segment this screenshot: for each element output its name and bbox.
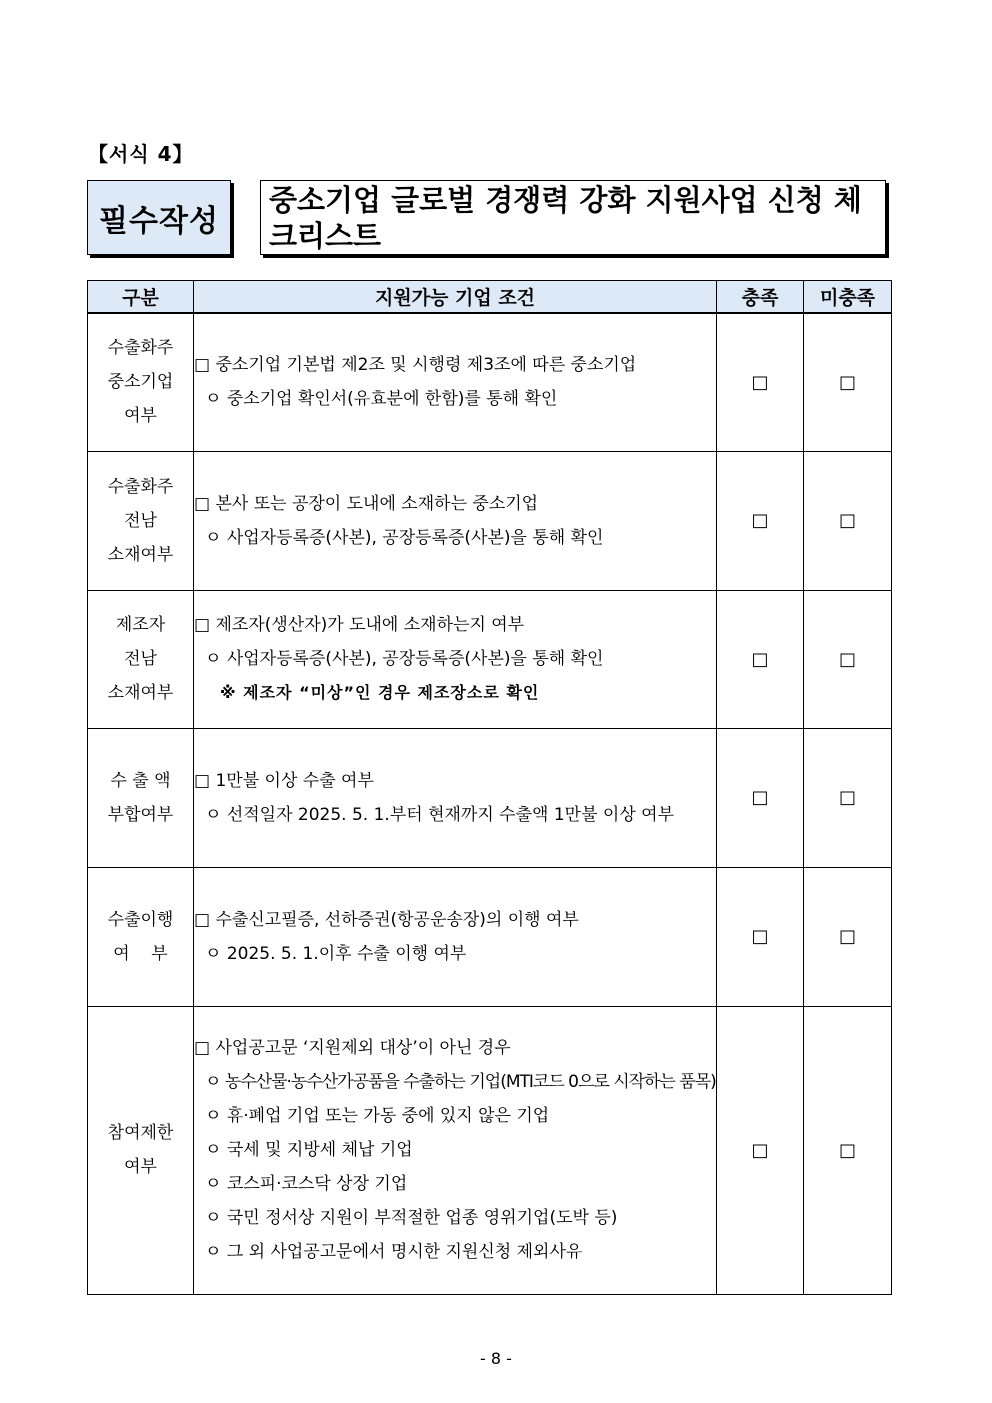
category-line: 소재여부	[107, 544, 174, 565]
header-condition: 지원가능 기업 조건	[194, 281, 717, 314]
condition-sub: ㅇ 휴·폐업 기업 또는 가동 중에 있지 않은 기업	[205, 1106, 550, 1126]
condition-sub: ㅇ 사업자등록증(사본), 공장등록증(사본)을 통해 확인	[205, 649, 604, 669]
row-category	[88, 1006, 194, 1294]
category-line: 수출화주	[107, 338, 174, 359]
meets-checkbox[interactable]: □	[717, 451, 804, 590]
not-meets-checkbox[interactable]: □	[804, 1006, 892, 1294]
category-line: 여 부	[113, 943, 168, 964]
row-condition	[194, 590, 717, 728]
header-meets: 충족	[717, 281, 804, 314]
condition-sub: ㅇ 코스피·코스닥 상장 기업	[205, 1174, 408, 1194]
row-condition	[194, 1006, 717, 1294]
row-condition	[194, 451, 717, 590]
table-row	[88, 867, 892, 1006]
condition-main: □ 본사 또는 공장이 도내에 소재하는 중소기업	[194, 493, 539, 514]
document-title-text: 중소기업 글로벌 경쟁력 강화 지원사업 신청 체크리스트	[269, 182, 862, 253]
category-line: 전남	[124, 510, 157, 531]
category-line: 소재여부	[107, 683, 174, 703]
meets-checkbox[interactable]: □	[717, 1006, 804, 1294]
meets-checkbox[interactable]: □	[717, 313, 804, 451]
condition-main: □ 제조자(생산자)가 도내에 소재하는지 여부	[194, 615, 525, 635]
form-number-label: 【서식 4】	[88, 142, 194, 166]
category-line: 제조자	[115, 615, 166, 635]
header-not-meets: 미충족	[804, 281, 892, 314]
condition-sub: ㅇ 사업자등록증(사본), 공장등록증(사본)을 통해 확인	[205, 527, 604, 548]
checklist-table	[87, 280, 892, 1295]
condition-main: □ 1만불 이상 수출 여부	[194, 770, 374, 791]
row-condition	[194, 867, 717, 1006]
condition-main: □ 사업공고문 ‘지원제외 대상’이 아닌 경우	[194, 1038, 511, 1058]
required-badge: 필수작성	[87, 180, 231, 255]
condition-main: □ 중소기업 기본법 제2조 및 시행령 제3조에 따른 중소기업	[194, 355, 637, 376]
not-meets-checkbox[interactable]: □	[804, 590, 892, 728]
category-line: 여부	[124, 1157, 157, 1177]
category-line: 전남	[124, 649, 157, 669]
category-line: 중소기업	[107, 372, 174, 393]
condition-sub: ㅇ 국세 및 지방세 체납 기업	[205, 1140, 413, 1160]
condition-main: □ 수출신고필증, 선하증권(항공운송장)의 이행 여부	[194, 909, 579, 930]
row-condition	[194, 728, 717, 867]
table-header-row	[88, 281, 892, 314]
document-title	[260, 180, 886, 255]
table-row	[88, 451, 892, 590]
page-number: - 8 -	[480, 1349, 512, 1368]
header-category: 구분	[88, 281, 194, 314]
meets-checkbox[interactable]: □	[717, 867, 804, 1006]
row-category	[88, 313, 194, 451]
condition-sub: ㅇ 국민 정서상 지원이 부적절한 업종 영위기업(도박 등)	[205, 1208, 618, 1228]
category-line: 수출화주	[107, 476, 174, 497]
category-line: 부합여부	[107, 804, 174, 825]
row-condition	[194, 313, 717, 451]
row-category	[88, 867, 194, 1006]
table-row	[88, 1006, 892, 1294]
row-category	[88, 728, 194, 867]
condition-sub: ㅇ 그 외 사업공고문에서 명시한 지원신청 제외사유	[205, 1242, 583, 1262]
category-line: 수 출 액	[110, 770, 171, 791]
meets-checkbox[interactable]: □	[717, 728, 804, 867]
not-meets-checkbox[interactable]: □	[804, 451, 892, 590]
condition-note: ※ 제조자 “미상”인 경우 제조장소로 확인	[220, 683, 540, 702]
table-row	[88, 590, 892, 728]
not-meets-checkbox[interactable]: □	[804, 728, 892, 867]
table-row	[88, 313, 892, 451]
condition-sub: ㅇ 선적일자 2025. 5. 1.부터 현재까지 수출액 1만불 이상 여부	[205, 804, 674, 825]
meets-checkbox[interactable]: □	[717, 590, 804, 728]
table-row	[88, 728, 892, 867]
category-line: 수출이행	[107, 909, 174, 930]
condition-sub: ㅇ 2025. 5. 1.이후 수출 이행 여부	[205, 943, 467, 964]
category-line: 참여제한	[107, 1123, 174, 1143]
condition-sub: ㅇ 중소기업 확인서(유효분에 한함)를 통해 확인	[205, 389, 558, 410]
category-line: 여부	[124, 406, 157, 427]
condition-sub: ㅇ 농수산물·농수산가공품을 수출하는 기업(MTI코드 0으로 시작하는 품목)	[205, 1072, 716, 1092]
row-category	[88, 451, 194, 590]
not-meets-checkbox[interactable]: □	[804, 313, 892, 451]
row-category	[88, 590, 194, 728]
not-meets-checkbox[interactable]: □	[804, 867, 892, 1006]
